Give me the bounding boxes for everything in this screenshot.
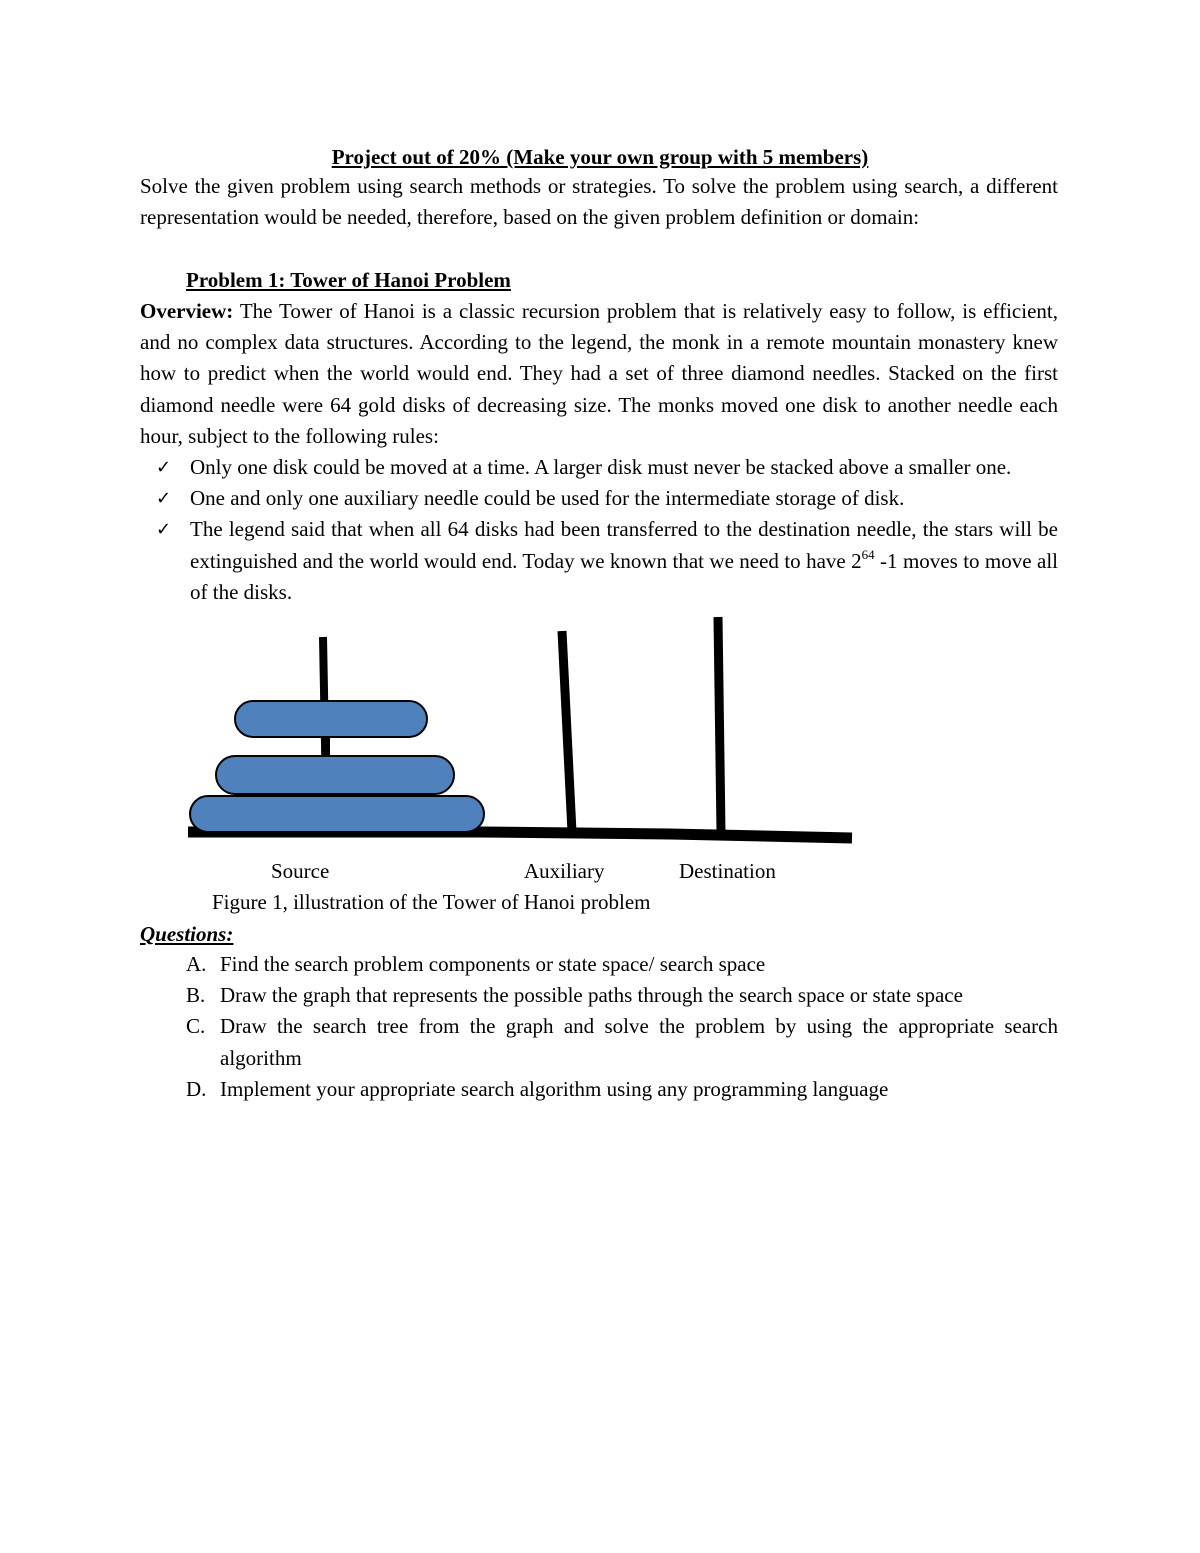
problem-heading: Problem 1: Tower of Hanoi Problem [186, 268, 511, 292]
base-line [188, 832, 852, 838]
question-text: Find the search problem components or state space/ search space [220, 952, 766, 976]
questions-heading: Questions: [140, 922, 234, 946]
overview-text: The Tower of Hanoi is a classic recursion problem that is relatively easy to follow, is efficient, and no complex data structures. According to the legend, the monk in a remote mountain monastery knew how to predict when the world would end. They had a set of three diamond needles. Stacked on the first diamond needle were 64 gold disks of decreasing size. The monks moved one disk to another needle each hour, subject to the following rules: [140, 299, 1058, 448]
rule-item [140, 483, 1058, 514]
rule-text: Only one disk could be moved at a time. A larger disk must never be stacked above a smaller one. [190, 455, 1012, 479]
check-mark-icon: ✓ [156, 519, 172, 541]
questions-list [140, 949, 1058, 1105]
question-item [140, 1074, 1058, 1105]
figure-caption: Figure 1, illustration of the Tower of Hanoi problem [212, 890, 651, 914]
destination-rod [718, 617, 721, 832]
overview-paragraph [140, 296, 1058, 452]
question-text: Draw the search tree from the graph and solve the problem by using the appropriate search algorithm [220, 1014, 1058, 1070]
rule-text: One and only one auxiliary needle could be used for the intermediate storage of disk. [190, 486, 905, 511]
question-text: Draw the graph that represents the possible paths through the search space or state space [220, 983, 963, 1008]
disk-small [235, 701, 427, 737]
label-auxiliary: Auxiliary [524, 859, 605, 883]
rule-item [140, 452, 1058, 483]
rules-list [140, 452, 1058, 608]
intro-paragraph: Solve the given problem using search methods or strategies. To solve the problem using search, a different representation would be needed, therefore, based on the given problem definition or domain: [140, 174, 1058, 230]
power-tail: -1 moves to move all of the disks. [190, 548, 1058, 604]
rule-text: The legend said that when all 64 disks had been transferred to the destination needle, the stars will be extinguished and the world would end. Today we known that we need to have [190, 517, 1058, 573]
overview-label: Overview: [140, 299, 234, 323]
question-letter: D. [186, 1076, 207, 1101]
power-exponent: 64 [861, 546, 875, 562]
question-letter: A. [186, 952, 207, 976]
source-rod [323, 637, 326, 798]
power-base: 2 [851, 548, 862, 573]
question-letter: C. [186, 1014, 206, 1039]
label-source: Source [271, 859, 330, 883]
question-text: Implement your appropriate search algorithm using any programming language [220, 1076, 889, 1101]
rule-item [140, 514, 1058, 608]
disk-large [190, 796, 484, 832]
question-item [140, 949, 1058, 980]
question-item [140, 980, 1058, 1011]
label-destination: Destination [679, 859, 776, 883]
check-mark-icon: ✓ [156, 488, 172, 510]
project-title: Project out of 20% (Make your own group with 5 members) [331, 145, 869, 169]
auxiliary-rod [562, 631, 572, 832]
check-mark-icon: ✓ [156, 457, 172, 478]
question-letter: B. [186, 983, 206, 1008]
disk-medium [216, 756, 454, 794]
question-item [140, 1011, 1058, 1073]
